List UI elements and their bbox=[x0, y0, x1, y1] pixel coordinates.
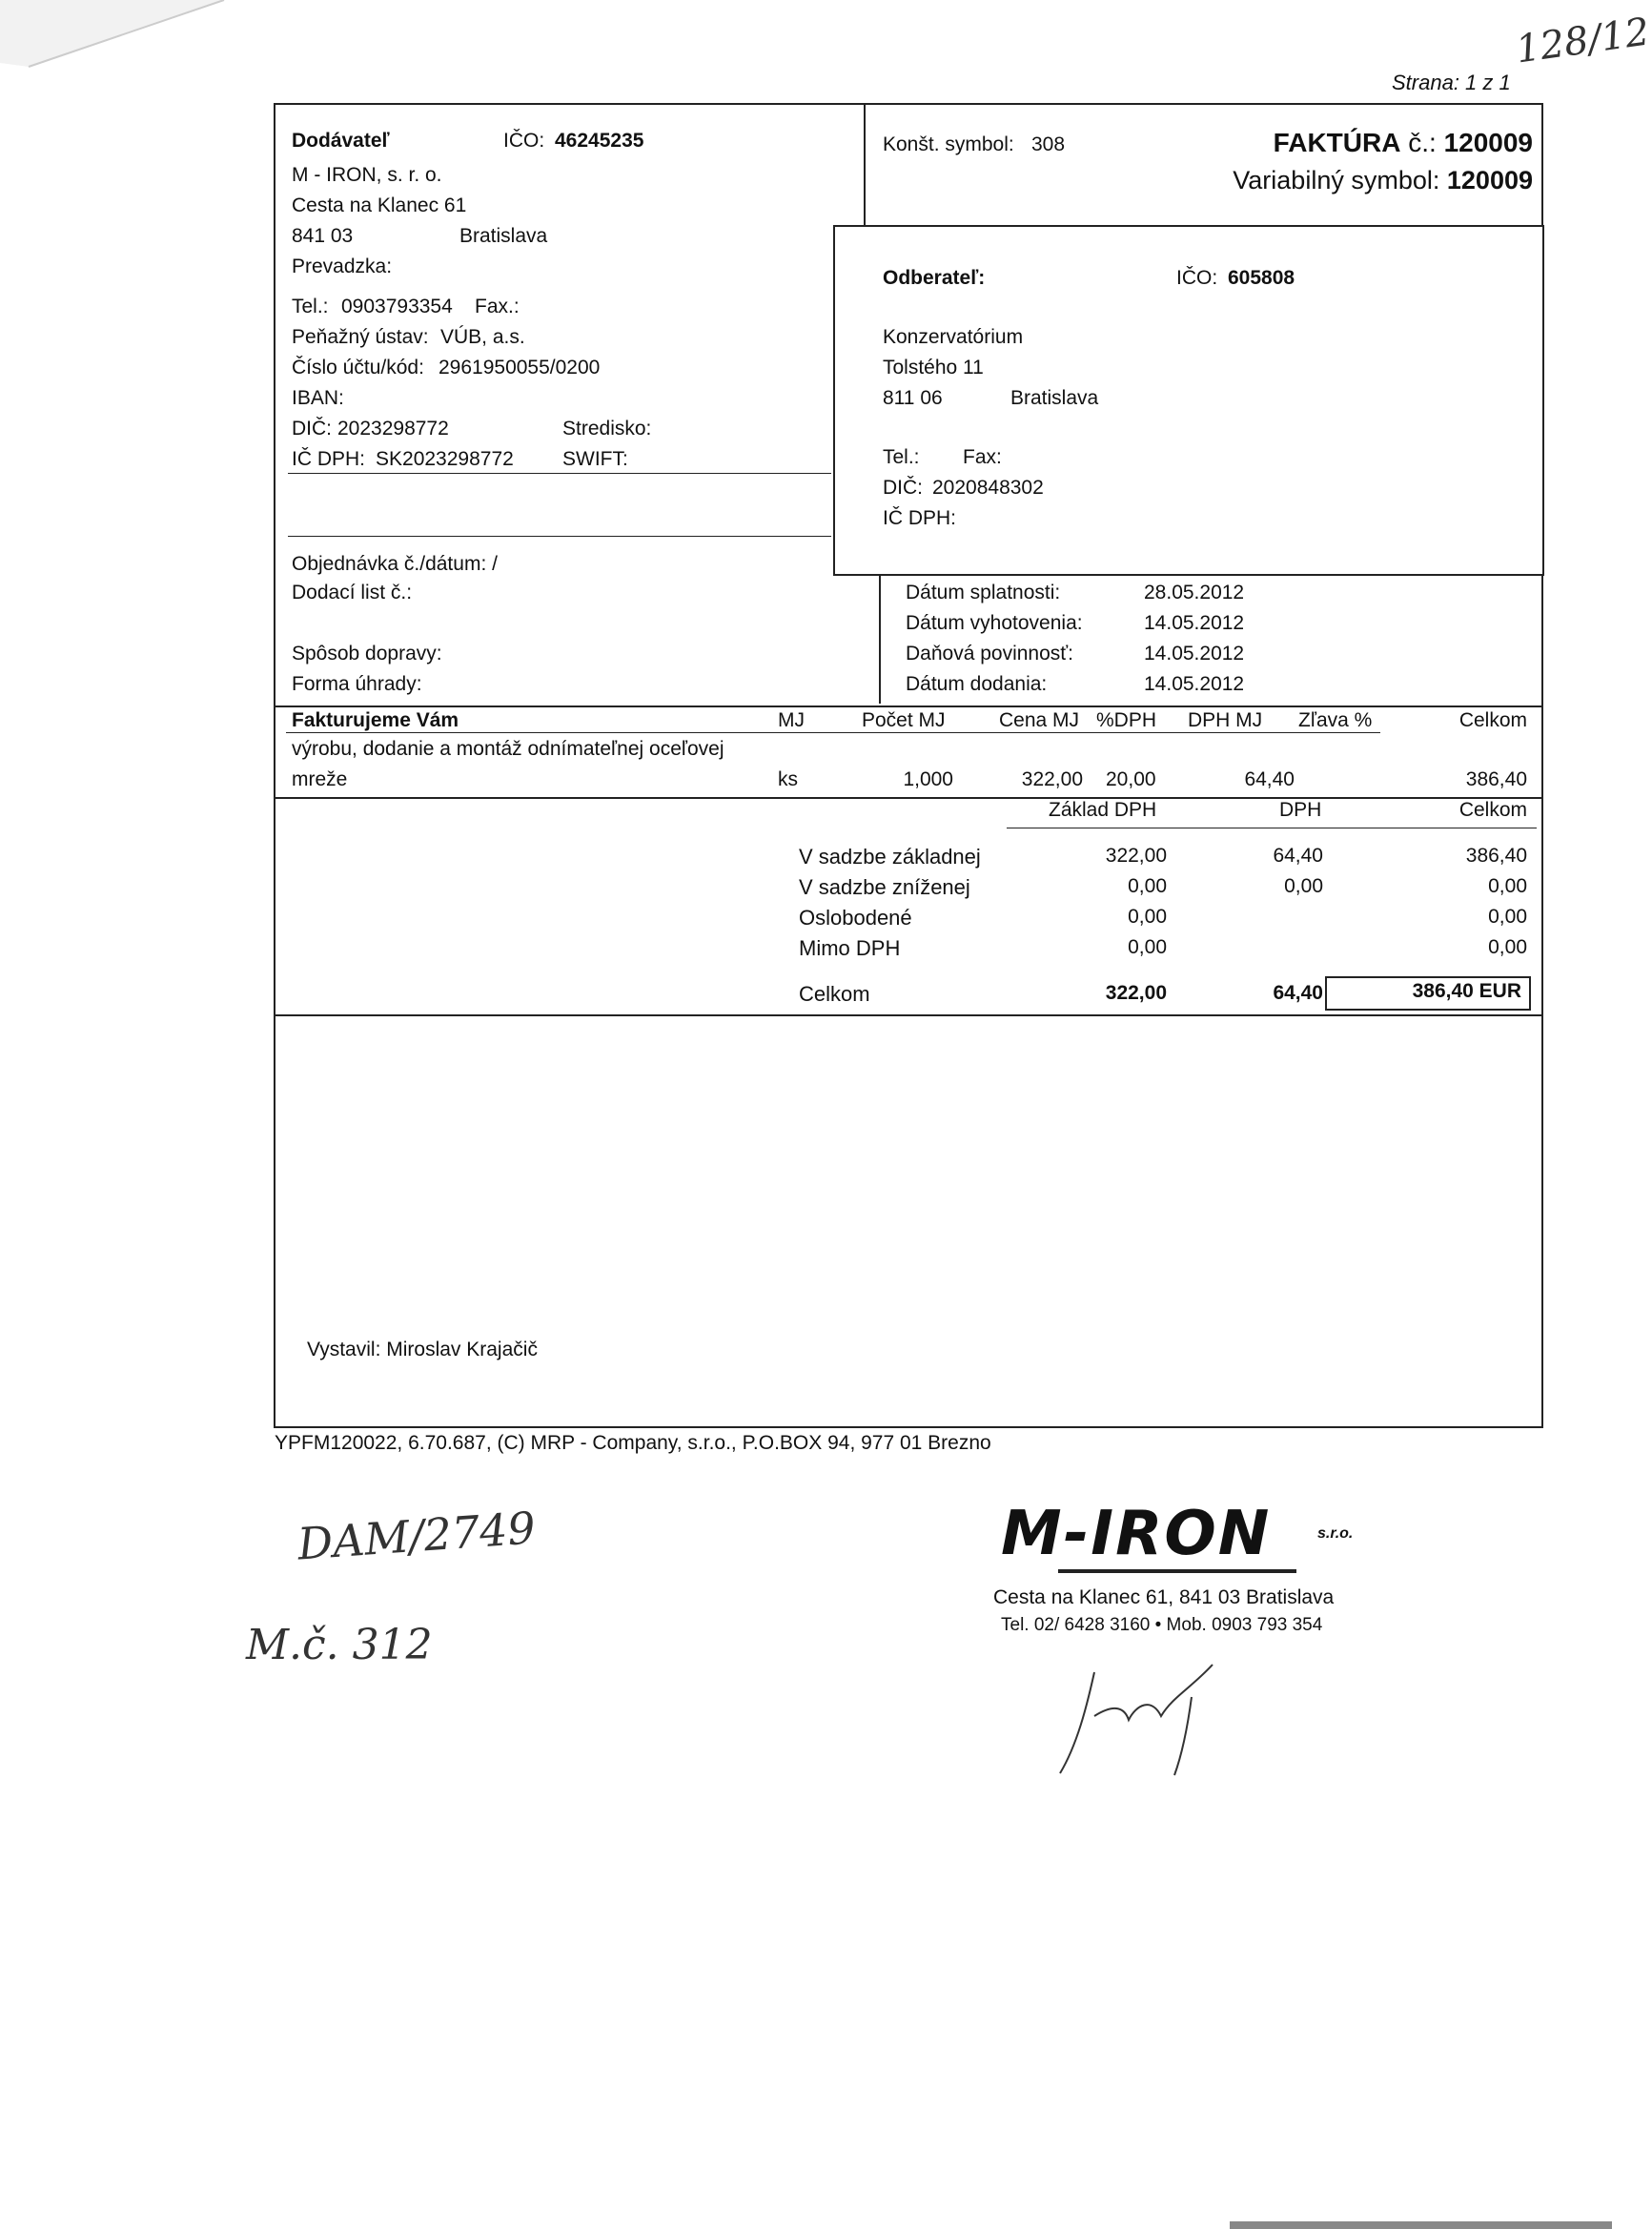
vs-row bbox=[1182, 166, 1533, 195]
supplier-dic: 2023298772 bbox=[337, 418, 449, 440]
customer-label: Odberateľ: bbox=[883, 267, 986, 289]
summary-label: V sadzbe základnej bbox=[799, 845, 981, 869]
issue-label: Dátum vyhotovenia: bbox=[906, 612, 1083, 634]
frame-top bbox=[274, 103, 1543, 105]
page-number: Strana: 1 z 1 bbox=[1392, 71, 1511, 94]
invoice-label: FAKTÚRA bbox=[1273, 128, 1401, 157]
summary-base: 0,00 bbox=[1128, 906, 1167, 928]
summary-col-total: Celkom bbox=[1458, 799, 1527, 821]
invoice-c: č.: bbox=[1408, 128, 1437, 157]
tax-date-label: Daňová povinnosť: bbox=[906, 643, 1073, 665]
supplier-center-label: Stredisko: bbox=[562, 418, 652, 440]
header-divider bbox=[864, 103, 866, 227]
supplier-name: M - IRON, s. r. o. bbox=[292, 164, 442, 186]
supplier-tel: 0903793354 bbox=[341, 296, 453, 317]
supplier-dic-label: DIČ: bbox=[292, 418, 332, 440]
summary-base: 322,00 bbox=[1105, 845, 1167, 867]
due-label: Dátum splatnosti: bbox=[906, 582, 1061, 603]
supplier-account: 2961950055/0200 bbox=[438, 357, 601, 378]
signature bbox=[1049, 1659, 1258, 1783]
customer-fax-label: Fax: bbox=[963, 446, 1002, 468]
items-col-price: Cena MJ bbox=[999, 709, 1080, 731]
vs-number: 120009 bbox=[1446, 166, 1533, 194]
supplier-branch-label: Prevadzka: bbox=[292, 256, 393, 277]
summary-label: V sadzbe zníženej bbox=[799, 875, 970, 899]
grand-total-base: 322,00 bbox=[1105, 982, 1167, 1004]
frame-bottom bbox=[274, 1426, 1543, 1428]
summary-total: 0,00 bbox=[1488, 875, 1527, 897]
vs-label: Variabilný symbol: bbox=[1233, 166, 1440, 194]
customer-name: Konzervatórium bbox=[883, 326, 1024, 348]
item-qty: 1,000 bbox=[903, 768, 953, 790]
delivery-date: 14.05.2012 bbox=[1144, 673, 1245, 695]
item-total: 386,40 bbox=[1465, 768, 1527, 790]
summary-label: Mimo DPH bbox=[799, 936, 901, 960]
order-label: Objednávka č./dátum: / bbox=[292, 553, 498, 575]
items-top-rule bbox=[274, 706, 1543, 707]
payment-label: Forma úhrady: bbox=[292, 673, 422, 695]
summary-base: 0,00 bbox=[1128, 936, 1167, 958]
summary-total: 0,00 bbox=[1488, 906, 1527, 928]
delivery-note-label: Dodací list č.: bbox=[292, 582, 413, 603]
dates-divider bbox=[879, 572, 881, 704]
customer-ico: 605808 bbox=[1228, 267, 1295, 289]
supplier-street: Cesta na Klanec 61 bbox=[292, 194, 467, 216]
summary-vat: 0,00 bbox=[1284, 875, 1323, 897]
delivery-date-label: Dátum dodania: bbox=[906, 673, 1048, 695]
customer-ico-label: IČO: bbox=[1176, 267, 1218, 289]
customer-icdph-label: IČ DPH: bbox=[883, 507, 957, 529]
issue-date: 14.05.2012 bbox=[1144, 612, 1245, 634]
tax-date: 14.05.2012 bbox=[1144, 643, 1245, 665]
transport-label: Spôsob dopravy: bbox=[292, 643, 442, 665]
items-header-rule bbox=[286, 732, 1380, 733]
due-date: 28.05.2012 bbox=[1144, 582, 1245, 603]
grand-total-label: Celkom bbox=[799, 982, 870, 1006]
supplier-ico-label: IČO: bbox=[503, 130, 545, 152]
supplier-sep-1 bbox=[288, 473, 831, 474]
stamp-underline bbox=[1058, 1569, 1296, 1573]
supplier-icdph: SK2023298772 bbox=[376, 448, 514, 470]
supplier-fax-label: Fax.: bbox=[475, 296, 520, 317]
konst-label: Konšt. symbol: bbox=[883, 133, 1014, 155]
summary-total: 386,40 bbox=[1465, 845, 1527, 867]
supplier-sep-2 bbox=[288, 536, 831, 537]
items-col-desc: Fakturujeme Vám bbox=[292, 709, 459, 731]
customer-city: Bratislava bbox=[1010, 387, 1099, 409]
summary-bottom-rule bbox=[274, 1014, 1543, 1016]
footer-text: YPFM120022, 6.70.687, (C) MRP - Company, s.r.o., P.O.BOX 94, 977 01 Brezno bbox=[275, 1432, 991, 1454]
summary-base: 0,00 bbox=[1128, 875, 1167, 897]
grand-total-vat: 64,40 bbox=[1273, 982, 1323, 1004]
item-desc-line2: mreže bbox=[292, 768, 348, 790]
supplier-icdph-label: IČ DPH: bbox=[292, 448, 366, 470]
item-vat-pct: 20,00 bbox=[1106, 768, 1156, 790]
supplier-bank: VÚB, a.s. bbox=[440, 326, 525, 348]
summary-label: Oslobodené bbox=[799, 906, 912, 930]
stamp-address: Cesta na Klanec 61, 841 03 Bratislava bbox=[993, 1586, 1335, 1608]
handwritten-ref-2: M.č. 312 bbox=[246, 1621, 433, 1669]
summary-col-vat: DPH bbox=[1279, 799, 1322, 821]
summary-vat: 64,40 bbox=[1273, 845, 1323, 867]
grand-total: 386,40 EUR bbox=[1412, 980, 1521, 1002]
stamp-logo-suffix: s.r.o. bbox=[1317, 1525, 1354, 1542]
folded-corner bbox=[0, 0, 229, 114]
stamp-phone: Tel. 02/ 6428 3160 • Mob. 0903 793 354 bbox=[1001, 1615, 1323, 1635]
supplier-bank-label: Peňažný ústav: bbox=[292, 326, 429, 348]
stamp-logo: M-IRON bbox=[1001, 1499, 1272, 1569]
supplier-iban-label: IBAN: bbox=[292, 387, 344, 409]
invoice-number: 120009 bbox=[1443, 128, 1533, 157]
invoice-title-row bbox=[1182, 128, 1533, 158]
supplier-account-label: Číslo účtu/kód: bbox=[292, 357, 424, 378]
items-col-vat-unit: DPH MJ bbox=[1188, 709, 1263, 731]
item-desc-line1: výrobu, dodanie a montáž odnímateľnej oceľovej bbox=[292, 738, 724, 760]
items-bottom-rule bbox=[274, 797, 1543, 799]
issued-by: Vystavil: Miroslav Krajačič bbox=[307, 1339, 538, 1360]
item-vat-unit: 64,40 bbox=[1244, 768, 1295, 790]
items-col-vat-pct: %DPH bbox=[1096, 709, 1157, 731]
item-unit: ks bbox=[778, 768, 798, 790]
supplier-label: Dodávateľ bbox=[292, 130, 390, 152]
customer-street: Tolstého 11 bbox=[883, 357, 984, 378]
corner-note: 128/12 bbox=[1513, 10, 1652, 72]
items-col-discount: Zľava % bbox=[1298, 709, 1373, 731]
item-price: 322,00 bbox=[1021, 768, 1083, 790]
summary-col-base: Základ DPH bbox=[1049, 799, 1157, 821]
frame-left bbox=[274, 103, 275, 1428]
supplier-ico: 46245235 bbox=[555, 130, 644, 152]
items-col-total: Celkom bbox=[1458, 709, 1527, 731]
supplier-city: Bratislava bbox=[459, 225, 548, 247]
items-col-qty: Počet MJ bbox=[862, 709, 946, 731]
items-col-unit: MJ bbox=[778, 709, 805, 731]
scan-edge bbox=[1230, 2221, 1612, 2229]
customer-dic: 2020848302 bbox=[932, 477, 1044, 499]
handwritten-ref-1: DAM/2749 bbox=[296, 1502, 538, 1570]
supplier-zip: 841 03 bbox=[292, 225, 354, 247]
customer-dic-label: DIČ: bbox=[883, 477, 923, 499]
customer-tel-label: Tel.: bbox=[883, 446, 920, 468]
supplier-swift-label: SWIFT: bbox=[562, 448, 628, 470]
supplier-tel-label: Tel.: bbox=[292, 296, 329, 317]
konst-symbol: 308 bbox=[1031, 133, 1066, 155]
customer-zip: 811 06 bbox=[883, 387, 943, 409]
summary-total: 0,00 bbox=[1488, 936, 1527, 958]
